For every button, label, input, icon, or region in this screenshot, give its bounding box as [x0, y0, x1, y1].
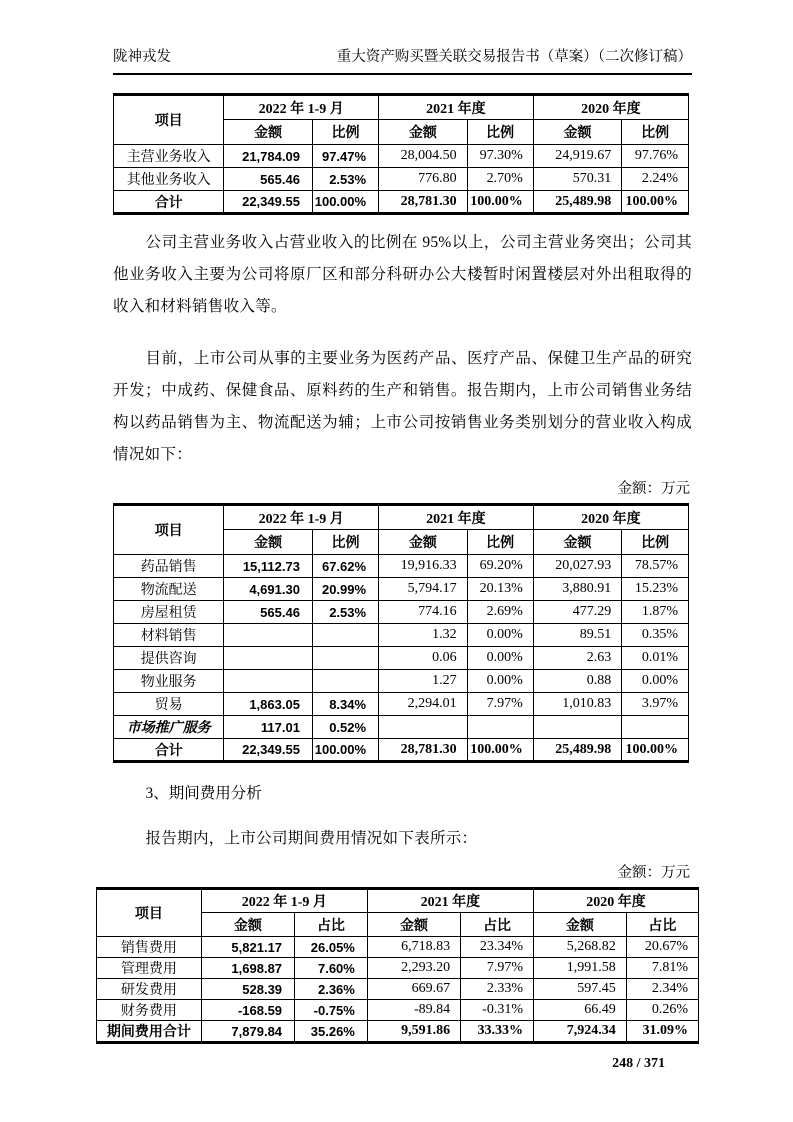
period-header: 2020 年度	[533, 95, 688, 120]
cell-value: 2,293.20	[367, 958, 460, 979]
period-header: 2021 年度	[367, 889, 533, 913]
cell-value: 0.06	[379, 647, 468, 670]
cell-value: 20.13%	[467, 578, 533, 601]
cell-value	[224, 647, 313, 670]
column-header-item: 项目	[97, 889, 202, 937]
sub-header: 占比	[295, 913, 368, 937]
table-row	[114, 670, 689, 693]
cell-value: 2,294.01	[379, 693, 468, 716]
cell-value	[379, 716, 468, 739]
cell-value: 100.00%	[312, 191, 378, 214]
row-label: 管理费用	[97, 958, 202, 979]
cell-value: 2.70%	[467, 168, 533, 191]
table-row	[97, 979, 699, 1000]
cell-value: 24,919.67	[533, 145, 622, 168]
unit-label-table2: 金额：万元	[617, 481, 690, 497]
cell-value: 69.20%	[467, 555, 533, 578]
cell-value: 5,794.17	[379, 578, 468, 601]
sub-header: 金额	[379, 120, 468, 145]
cell-value: 7.60%	[295, 958, 368, 979]
cell-value: 100.00%	[467, 191, 533, 214]
cell-value: 31.09%	[626, 1021, 698, 1043]
table-row	[114, 191, 689, 214]
row-label: 合计	[114, 191, 224, 214]
table-row	[114, 145, 689, 168]
cell-value: 2.69%	[467, 601, 533, 624]
cell-value: 2.34%	[626, 979, 698, 1000]
cell-value: 15.23%	[622, 578, 689, 601]
header-company-name: 陇神戎发	[113, 49, 171, 65]
table-row	[114, 555, 689, 578]
sub-header: 金额	[533, 913, 626, 937]
cell-value: 21,784.09	[224, 145, 313, 168]
cell-value: 89.51	[533, 624, 622, 647]
cell-value: 0.35%	[622, 624, 689, 647]
cell-value: 97.47%	[312, 145, 378, 168]
cell-value: 2.53%	[312, 168, 378, 191]
cell-value: 7.97%	[467, 693, 533, 716]
cell-value: 100.00%	[467, 739, 533, 762]
page-header	[113, 46, 692, 75]
cell-value: 669.67	[367, 979, 460, 1000]
cell-value: 15,112.73	[224, 555, 313, 578]
cell-value: 22,349.55	[224, 191, 313, 214]
page-number: 248 / 371	[612, 1056, 665, 1071]
table-row	[114, 168, 689, 191]
cell-value: 8.34%	[312, 693, 378, 716]
sub-header: 金额	[379, 530, 468, 555]
sub-header: 金额	[533, 120, 622, 145]
cell-value: 528.39	[201, 979, 294, 1000]
cell-value	[533, 716, 622, 739]
cell-value: 1.87%	[622, 601, 689, 624]
column-header-item: 项目	[114, 95, 224, 145]
cell-value: 100.00%	[622, 739, 689, 762]
table-row	[97, 958, 699, 979]
period-header: 2022 年 1-9 月	[224, 505, 379, 530]
table-row	[114, 601, 689, 624]
cell-value: 20.67%	[626, 937, 698, 958]
revenue-composition-table	[113, 93, 689, 215]
cell-value: 0.00%	[622, 670, 689, 693]
cell-value: 0.00%	[467, 624, 533, 647]
cell-value: 0.88	[533, 670, 622, 693]
cell-value: 19,916.33	[379, 555, 468, 578]
cell-value: 597.45	[533, 979, 626, 1000]
cell-value: 28,781.30	[379, 739, 468, 762]
cell-value: 9,591.86	[367, 1021, 460, 1043]
row-label: 物业服务	[114, 670, 224, 693]
cell-value: 100.00%	[622, 191, 689, 214]
cell-value: 28,004.50	[379, 145, 468, 168]
table-row	[114, 693, 689, 716]
business-category-revenue-table	[113, 503, 689, 763]
cell-value: 117.01	[224, 716, 313, 739]
cell-value: 2.53%	[312, 601, 378, 624]
table-row	[114, 647, 689, 670]
cell-value: 1,010.83	[533, 693, 622, 716]
paragraph-main-revenue: 公司主营业务收入占营业收入的比例在 95%以上，公司主营业务突出；公司其他业务收入主要为公司将原厂区和部分科研办公大楼暂时闲置楼层对外出租取得的收入和材料销售收入等。	[113, 234, 692, 315]
cell-value: 2.33%	[461, 979, 534, 1000]
cell-value: 35.26%	[295, 1021, 368, 1043]
cell-value: 33.33%	[461, 1021, 534, 1043]
table-row	[114, 578, 689, 601]
row-label: 药品销售	[114, 555, 224, 578]
row-label: 提供咨询	[114, 647, 224, 670]
cell-value: 0.52%	[312, 716, 378, 739]
cell-value: 97.30%	[467, 145, 533, 168]
period-header: 2021 年度	[379, 95, 534, 120]
cell-value: 0.00%	[467, 647, 533, 670]
row-label: 销售费用	[97, 937, 202, 958]
cell-value: -89.84	[367, 1000, 460, 1021]
row-label: 市场推广服务	[114, 716, 224, 739]
sub-header: 比例	[622, 530, 689, 555]
row-label: 其他业务收入	[114, 168, 224, 191]
cell-value: -168.59	[201, 1000, 294, 1021]
cell-value: 25,489.98	[533, 191, 622, 214]
row-label: 研发费用	[97, 979, 202, 1000]
cell-value: 0.26%	[626, 1000, 698, 1021]
sub-header: 金额	[224, 120, 313, 145]
cell-value: 477.29	[533, 601, 622, 624]
row-label: 财务费用	[97, 1000, 202, 1021]
cell-value	[312, 647, 378, 670]
row-label: 材料销售	[114, 624, 224, 647]
paragraph-business-description: 目前，上市公司从事的主要业务为医药产品、医疗产品、保健卫生产品的研究开发；中成药、保健食品、原料药的生产和销售。报告期内，上市公司销售业务结构以药品销售为主、物流配送为辅；上市公司按销售业务类别划分的营业收入构成情况如下：	[113, 350, 692, 463]
cell-value	[224, 670, 313, 693]
cell-value: 2.36%	[295, 979, 368, 1000]
cell-value	[622, 716, 689, 739]
table-row	[114, 716, 689, 739]
sub-header: 占比	[626, 913, 698, 937]
row-label: 房屋租赁	[114, 601, 224, 624]
cell-value: 67.62%	[312, 555, 378, 578]
sub-header: 比例	[467, 120, 533, 145]
sub-header: 金额	[224, 530, 313, 555]
row-label: 期间费用合计	[97, 1021, 202, 1043]
cell-value: 100.00%	[312, 739, 378, 762]
cell-value: -0.75%	[295, 1000, 368, 1021]
cell-value: 5,821.17	[201, 937, 294, 958]
cell-value: 7.81%	[626, 958, 698, 979]
sub-header: 金额	[533, 530, 622, 555]
cell-value: -0.31%	[461, 1000, 534, 1021]
cell-value: 565.46	[224, 601, 313, 624]
cell-value: 5,268.82	[533, 937, 626, 958]
cell-value: 23.34%	[461, 937, 534, 958]
cell-value: 22,349.55	[224, 739, 313, 762]
sub-header: 比例	[467, 530, 533, 555]
cell-value: 4,691.30	[224, 578, 313, 601]
cell-value: 1.32	[379, 624, 468, 647]
table-row	[114, 739, 689, 762]
cell-value: 7.97%	[461, 958, 534, 979]
table-row	[97, 1021, 699, 1043]
cell-value: 1,698.87	[201, 958, 294, 979]
sub-header: 比例	[312, 530, 378, 555]
cell-value	[312, 624, 378, 647]
cell-value: 20.99%	[312, 578, 378, 601]
row-label: 合计	[114, 739, 224, 762]
cell-value: 1,863.05	[224, 693, 313, 716]
section-heading-period-expense: 3、期间费用分析	[145, 785, 262, 802]
cell-value: 7,924.34	[533, 1021, 626, 1043]
cell-value: 66.49	[533, 1000, 626, 1021]
period-header: 2022 年 1-9 月	[201, 889, 367, 913]
cell-value: 565.46	[224, 168, 313, 191]
table-row	[97, 1000, 699, 1021]
cell-value: 2.24%	[622, 168, 689, 191]
cell-value: 25,489.98	[533, 739, 622, 762]
sub-header: 金额	[201, 913, 294, 937]
cell-value	[224, 624, 313, 647]
cell-value: 0.00%	[467, 670, 533, 693]
sub-header: 比例	[312, 120, 378, 145]
row-label: 物流配送	[114, 578, 224, 601]
cell-value	[312, 670, 378, 693]
cell-value: 1.27	[379, 670, 468, 693]
table-row	[114, 624, 689, 647]
cell-value: 20,027.93	[533, 555, 622, 578]
cell-value: 3,880.91	[533, 578, 622, 601]
table-row	[97, 937, 699, 958]
cell-value: 78.57%	[622, 555, 689, 578]
paragraph-period-expense-intro: 报告期内，上市公司期间费用情况如下表所示：	[145, 830, 478, 847]
cell-value	[467, 716, 533, 739]
period-header: 2020 年度	[533, 505, 688, 530]
sub-header: 金额	[367, 913, 460, 937]
cell-value: 7,879.84	[201, 1021, 294, 1043]
sub-header: 比例	[622, 120, 689, 145]
cell-value: 26.05%	[295, 937, 368, 958]
period-header: 2022 年 1-9 月	[224, 95, 379, 120]
column-header-item: 项目	[114, 505, 224, 555]
period-header: 2021 年度	[379, 505, 534, 530]
header-report-title: 重大资产购买暨关联交易报告书（草案）（二次修订稿）	[336, 49, 692, 65]
cell-value: 2.63	[533, 647, 622, 670]
cell-value: 570.31	[533, 168, 622, 191]
cell-value: 774.16	[379, 601, 468, 624]
row-label: 贸易	[114, 693, 224, 716]
cell-value: 97.76%	[622, 145, 689, 168]
cell-value: 0.01%	[622, 647, 689, 670]
cell-value: 1,991.58	[533, 958, 626, 979]
cell-value: 776.80	[379, 168, 468, 191]
cell-value: 3.97%	[622, 693, 689, 716]
period-header: 2020 年度	[533, 889, 698, 913]
row-label: 主营业务收入	[114, 145, 224, 168]
cell-value: 28,781.30	[379, 191, 468, 214]
sub-header: 占比	[461, 913, 534, 937]
cell-value: 6,718.83	[367, 937, 460, 958]
period-expense-table	[96, 887, 699, 1044]
unit-label-table3: 金额：万元	[617, 865, 690, 881]
